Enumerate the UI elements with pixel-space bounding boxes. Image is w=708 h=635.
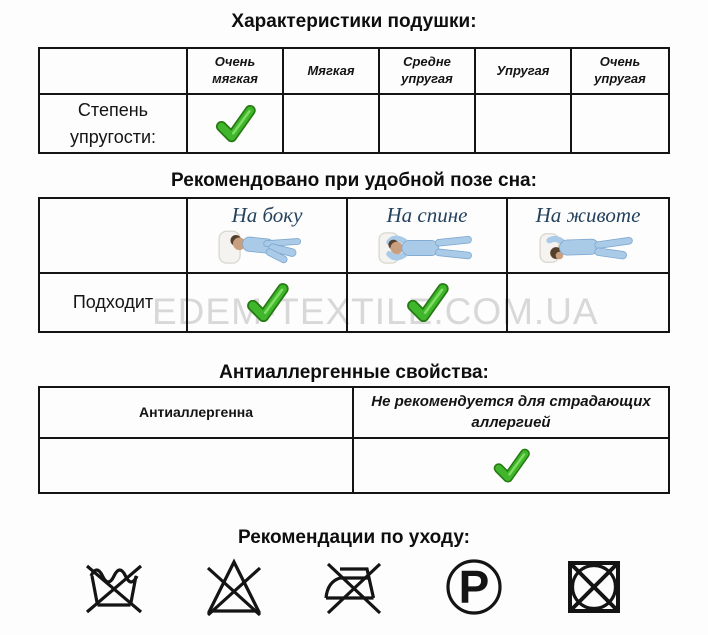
pose-corner-cell — [40, 199, 188, 274]
dry-clean-p-icon — [440, 554, 508, 620]
empty-cell — [380, 95, 476, 152]
allergy-col-antiallergenic — [40, 388, 354, 439]
column-header: Средне упругая — [401, 54, 453, 86]
column-header: Очень упругая — [594, 54, 646, 86]
pose-label: На животе — [535, 203, 641, 227]
empty-cell — [284, 95, 380, 152]
pose-check-cell-side — [188, 274, 348, 331]
empty-cell — [476, 95, 572, 152]
sleep-on-back-illustration — [375, 227, 479, 269]
pose-row-label-cell — [40, 274, 188, 331]
softness-corner-cell — [40, 49, 188, 95]
allergy-section-title: Антиаллергенные свойства: — [219, 362, 489, 383]
sleep-on-side-illustration — [215, 227, 319, 269]
softness-col-elastic — [476, 49, 572, 95]
softness-col-very-elastic — [572, 49, 668, 95]
softness-col-soft — [284, 49, 380, 95]
do-not-tumble-dry-icon — [560, 554, 628, 620]
pose-label: На спине — [386, 203, 468, 227]
column-header: Не рекомендуется для страдающих аллергией — [371, 393, 651, 431]
column-header: Мягкая — [307, 62, 355, 78]
softness-col-very-soft — [188, 49, 284, 95]
care-section-title: Рекомендации по уходу: — [238, 527, 470, 548]
column-header: Очень мягкая — [212, 54, 258, 86]
allergy-check-cell — [354, 439, 668, 492]
sleep-on-stomach-illustration — [536, 227, 640, 269]
allergy-col-not-recommended — [354, 388, 668, 439]
dry-clean-letter: P — [458, 561, 490, 613]
row-label: Подходит — [72, 292, 154, 313]
softness-check-cell — [188, 95, 284, 152]
column-header: Упругая — [496, 62, 550, 78]
softness-row-label-cell — [40, 95, 188, 152]
watermark: EDEM-TEXTILE.COM.UA — [152, 291, 599, 332]
green-checkmark-icon — [242, 280, 292, 326]
pose-check-cell-stomach-empty — [508, 274, 668, 331]
green-checkmark-icon — [489, 446, 533, 486]
softness-table — [38, 47, 670, 154]
row-label: Степень упругости: — [69, 100, 157, 147]
green-checkmark-icon — [212, 102, 258, 146]
do-not-bleach-icon — [200, 554, 268, 620]
pose-col-on-side — [188, 199, 348, 274]
pose-label: На боку — [231, 203, 303, 227]
do-not-iron-icon — [320, 554, 388, 620]
pose-col-on-back — [348, 199, 508, 274]
green-checkmark-icon — [402, 280, 452, 326]
softness-col-medium-elastic — [380, 49, 476, 95]
pose-table — [38, 197, 670, 333]
pose-col-on-stomach — [508, 199, 668, 274]
column-header: Антиаллергенна — [138, 404, 254, 421]
empty-cell — [572, 95, 668, 152]
allergy-table — [38, 386, 670, 494]
pose-section-title: Рекомендовано при удобной позе сна: — [171, 170, 537, 191]
pose-check-cell-back — [348, 274, 508, 331]
care-icons-row — [0, 554, 708, 620]
empty-cell — [40, 439, 354, 492]
softness-section-title: Характеристики подушки: — [231, 11, 477, 32]
do-not-wash-icon — [80, 554, 148, 620]
